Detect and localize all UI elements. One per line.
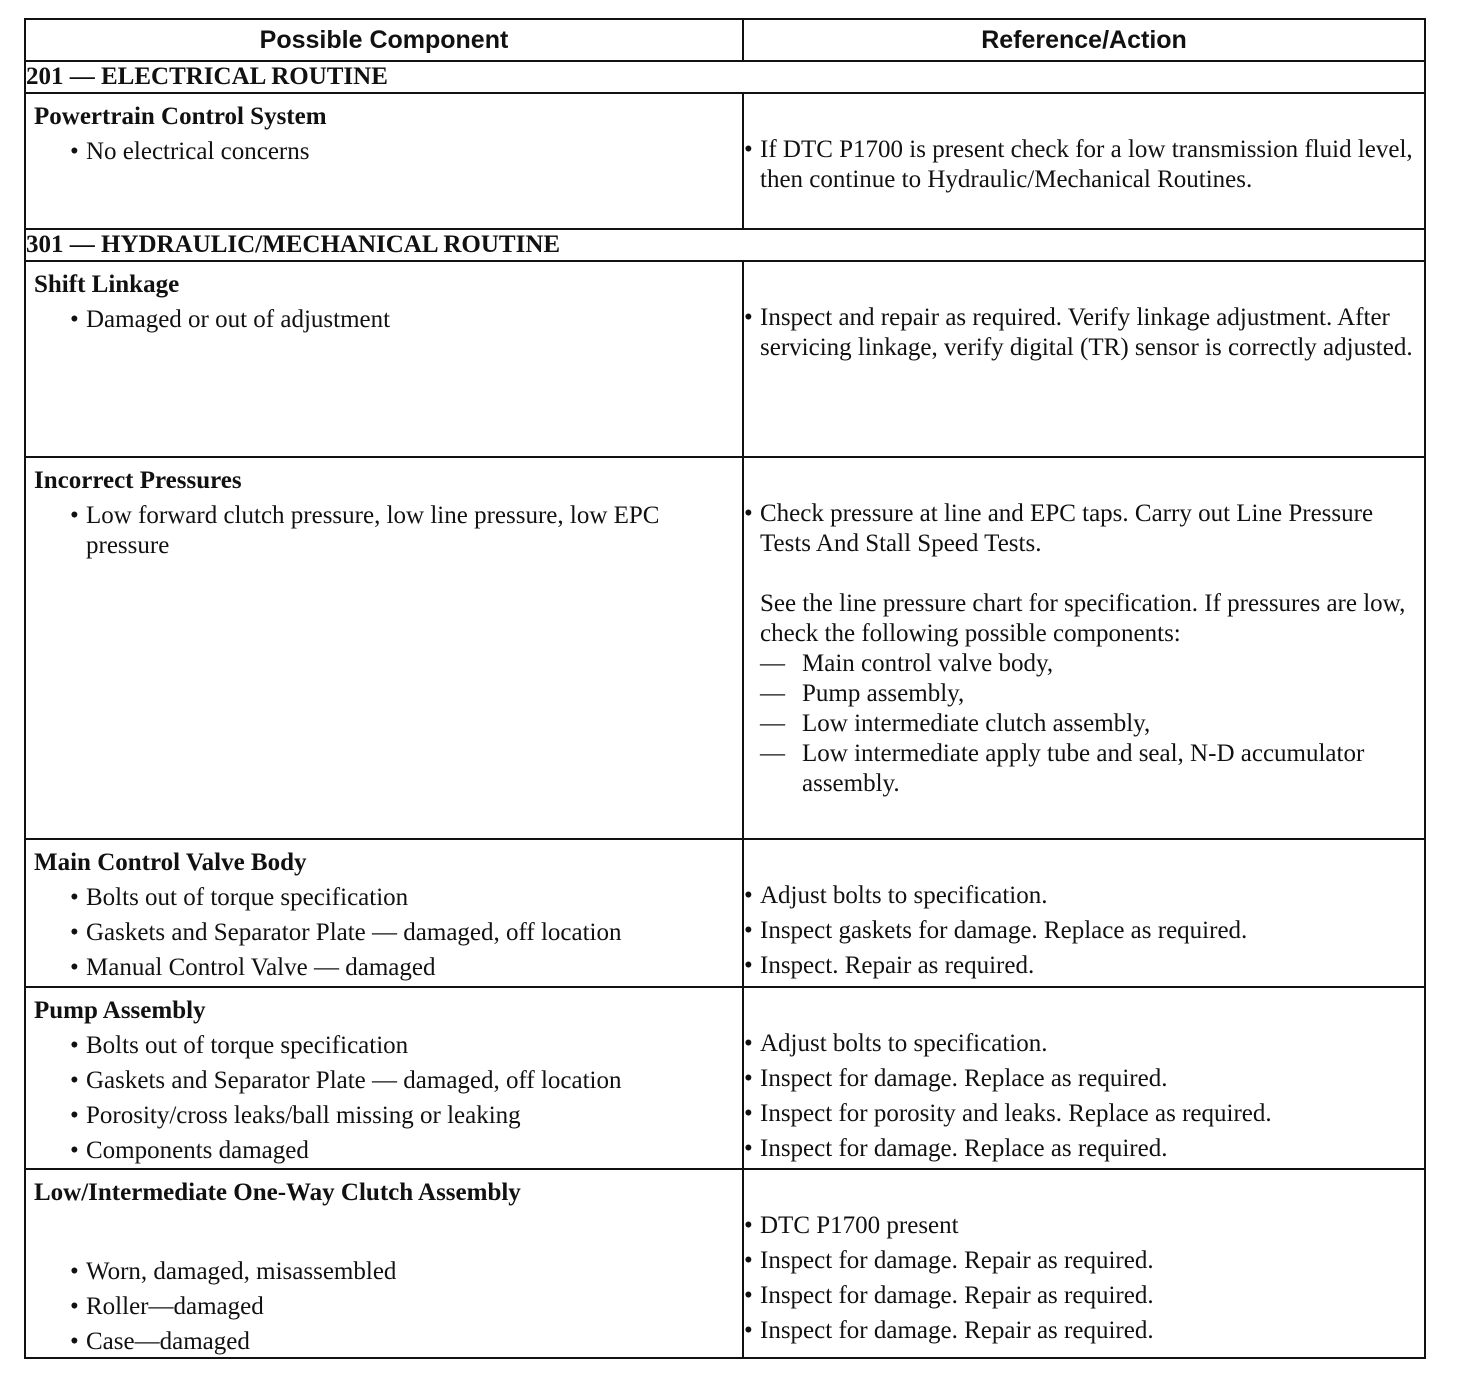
component-cell [25,93,743,229]
sub-item-text: Pump assembly, [802,680,965,707]
bullet: • [744,1317,753,1344]
action-item [744,1064,1424,1094]
item-text: Porosity/cross leaks/ball missing or leaking [86,1102,521,1129]
sub-item [744,649,1424,679]
action-item [744,1029,1424,1059]
component-item [26,918,742,948]
action-text: Inspect for damage. Replace as required. [760,1135,1168,1162]
dash: — [760,740,785,767]
sub-item [744,679,1424,709]
component-cell [25,839,743,987]
section-row-hydraulic [25,229,1425,261]
component-title: Incorrect Pressures [34,467,242,494]
bullet: • [744,1282,753,1309]
component-cell [25,261,743,457]
component-item [26,1031,742,1061]
component-title: Main Control Valve Body [34,849,307,876]
bullet: • [70,1328,79,1355]
item-text: Bolts out of torque specification [86,884,409,911]
bullet: • [744,500,753,527]
row-incorrect-pressures [25,457,1425,839]
action-item [744,1246,1424,1276]
item-text: Low forward clutch pressure, low line pressure, low EPC pressure [86,502,660,559]
action-item [744,1281,1424,1311]
section-hydraulic-routine: 301 — HYDRAULIC/MECHANICAL ROUTINE [25,229,1425,261]
action-cell [743,839,1425,987]
sub-item-text: Low intermediate apply tube and seal, N-D accumulator assembly. [802,740,1365,797]
bullet: • [70,306,79,333]
bullet: • [744,304,753,331]
bullet: • [70,1032,79,1059]
component-item [26,1101,742,1131]
bullet: • [744,1030,753,1057]
row-powertrain [25,93,1425,229]
action-text: DTC P1700 present [760,1212,959,1239]
action-item [744,1211,1424,1241]
action-text: Adjust bolts to specification. [760,1030,1048,1057]
bullet: • [70,919,79,946]
header-row [25,19,1425,61]
action-item [744,1316,1424,1346]
action-item [744,303,1424,363]
item-text: Gaskets and Separator Plate — damaged, off location [86,919,622,946]
item-text: Manual Control Valve — damaged [86,954,436,981]
action-text: Inspect for damage. Repair as required. [760,1247,1154,1274]
bullet: • [744,917,753,944]
action-text: Inspect for damage. Repair as required. [760,1317,1154,1344]
component-item [26,1292,742,1322]
bullet: • [744,1065,753,1092]
sub-item [744,739,1424,799]
dash: — [760,680,785,707]
bullet: • [70,954,79,981]
action-cell [743,457,1425,839]
component-title: Pump Assembly [34,997,206,1024]
section-electrical-routine: 201 — ELECTRICAL ROUTINE [25,61,1425,93]
sub-item-text: Main control valve body, [802,650,1054,677]
item-text: Components damaged [86,1137,309,1164]
action-item [744,499,1424,559]
action-cell [743,1169,1425,1358]
action-note: See the line pressure chart for specification. If pressures are low, check the following possible components: [760,590,1406,647]
bullet: • [744,1247,753,1274]
action-cell [743,93,1425,229]
bullet: • [744,1212,753,1239]
bullet: • [744,136,753,163]
bullet: • [70,1102,79,1129]
component-title: Low/Intermediate One-Way Clutch Assembly [34,1179,521,1206]
component-item [26,1327,742,1357]
bullet: • [744,1100,753,1127]
component-item [26,305,742,335]
row-one-way-clutch [25,1169,1425,1358]
component-item [26,501,742,561]
component-item [26,1136,742,1166]
row-shift-linkage [25,261,1425,457]
component-item [26,137,742,167]
action-text: If DTC P1700 is present check for a low transmission fluid level, then continue to Hydraulic/Mechanical Routines. [760,136,1413,193]
diagnostic-table [24,18,1426,1359]
action-text: Inspect for porosity and leaks. Replace as required. [760,1100,1272,1127]
component-cell [25,1169,743,1358]
header-possible-component: Possible Component [25,19,743,61]
action-item [744,916,1424,946]
bullet: • [744,882,753,909]
item-text: Worn, damaged, misassembled [86,1258,397,1285]
item-text: Case—damaged [86,1328,250,1355]
item-text: Damaged or out of adjustment [86,306,391,333]
action-text: Inspect for damage. Repair as required. [760,1282,1154,1309]
component-item [26,953,742,983]
dash: — [760,650,785,677]
item-text: Bolts out of torque specification [86,1032,409,1059]
component-title: Shift Linkage [34,271,180,298]
bullet: • [70,138,79,165]
item-text: No electrical concerns [86,138,310,165]
component-title: Powertrain Control System [34,103,327,130]
action-text: Inspect and repair as required. Verify linkage adjustment. After servicing linkage, verify digital (TR) sensor is correctly adjusted. [760,304,1413,361]
component-item [26,883,742,913]
action-item [744,881,1424,911]
bullet: • [70,1067,79,1094]
action-item [744,1134,1424,1164]
action-text: Inspect gaskets for damage. Replace as required. [760,917,1248,944]
action-text: Adjust bolts to specification. [760,882,1048,909]
action-cell [743,987,1425,1169]
dash: — [760,710,785,737]
action-item [744,135,1424,195]
action-item [744,1099,1424,1129]
action-text: Check pressure at line and EPC taps. Carry out Line Pressure Tests And Stall Speed Tests. [760,500,1374,557]
bullet: • [70,1137,79,1164]
component-item [26,1066,742,1096]
component-item [26,1257,742,1287]
bullet: • [70,1293,79,1320]
component-cell [25,457,743,839]
action-text: Inspect for damage. Replace as required. [760,1065,1168,1092]
sub-item [744,709,1424,739]
section-row-electrical [25,61,1425,93]
row-pump-assembly [25,987,1425,1169]
item-text: Gaskets and Separator Plate — damaged, off location [86,1067,622,1094]
action-text: Inspect. Repair as required. [760,952,1035,979]
row-main-control-valve [25,839,1425,987]
bullet: • [70,502,79,529]
component-cell [25,987,743,1169]
bullet: • [70,1258,79,1285]
item-text: Roller—damaged [86,1293,264,1320]
bullet: • [744,1135,753,1162]
header-reference-action: Reference/Action [743,19,1425,61]
action-item [744,951,1424,981]
bullet: • [744,952,753,979]
bullet: • [70,884,79,911]
action-cell [743,261,1425,457]
sub-item-text: Low intermediate clutch assembly, [802,710,1151,737]
